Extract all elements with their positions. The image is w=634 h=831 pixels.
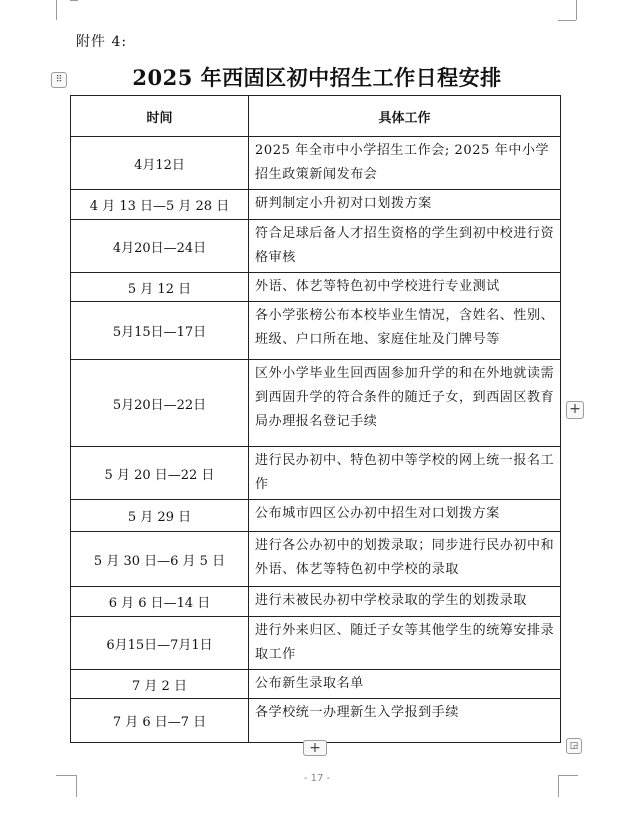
work-cell: 公布新生录取名单: [249, 670, 561, 699]
time-cell: 5月20日—22日: [71, 360, 249, 447]
page-number: - 17 -: [303, 773, 331, 784]
header-work: 具体工作: [249, 96, 561, 137]
time-cell: 6月15日—7月1日: [71, 617, 249, 670]
time-cell: 7 月 6 日—7 日: [71, 699, 249, 743]
header-time: 时间: [71, 96, 249, 137]
crop-mark-top-left-h: [70, 0, 78, 1]
crop-mark-top-right-h: [558, 20, 576, 21]
table-move-handle-icon[interactable]: ⠿: [51, 72, 67, 88]
time-cell: 6 月 6 日—14 日: [71, 587, 249, 617]
add-row-button[interactable]: +: [303, 740, 327, 756]
table-row: [71, 273, 561, 302]
insert-row-plus-icon[interactable]: +: [566, 401, 584, 419]
table-row: [71, 360, 561, 447]
table-row: [71, 699, 561, 743]
work-cell: 进行未被民办初中学校录取的学生的划拨录取: [249, 587, 561, 617]
time-cell: 7 月 2 日: [71, 670, 249, 699]
work-cell: 外语、体艺等特色初中学校进行专业测试: [249, 273, 561, 302]
table-row: [71, 532, 561, 587]
work-cell: 各学校统一办理新生入学报到手续: [249, 699, 561, 743]
table-row: [71, 447, 561, 500]
work-cell: 研判制定小升初对口划拨方案: [249, 190, 561, 220]
work-cell: 公布城市四区公办初中招生对口划拨方案: [249, 500, 561, 532]
time-cell: 5 月 20 日—22 日: [71, 447, 249, 500]
time-cell: 4月12日: [71, 137, 249, 190]
table-row: [71, 670, 561, 699]
time-cell: 5月15日—17日: [71, 302, 249, 360]
time-cell: 4 月 13 日—5 月 28 日: [71, 190, 249, 220]
attachment-label: 附件 4:: [76, 34, 128, 50]
work-cell: 进行民办初中、特色初中等学校的网上统一报名工作: [249, 447, 561, 500]
table-resize-corner-icon[interactable]: ◲: [566, 738, 582, 754]
work-cell: 符合足球后备人才招生资格的学生到初中校进行资格审核: [249, 220, 561, 273]
crop-mark-top-left: [56, 0, 57, 20]
work-cell: 进行各公办初中的划拨录取；同步进行民办初中和外语、体艺等特色初中学校的录取: [249, 532, 561, 587]
table-header-row: [71, 96, 561, 137]
time-cell: 4月20日—24日: [71, 220, 249, 273]
time-cell: 5 月 29 日: [71, 500, 249, 532]
time-cell: 5 月 30 日—6 月 5 日: [71, 532, 249, 587]
table-row: [71, 190, 561, 220]
table-row: [71, 500, 561, 532]
table-row: [71, 617, 561, 670]
table-row: [71, 137, 561, 190]
time-cell: 5 月 12 日: [71, 273, 249, 302]
table-row: [71, 587, 561, 617]
crop-mark-top-right: [576, 0, 577, 20]
schedule-table: [70, 95, 561, 743]
document-title: 2025 年西固区初中招生工作日程安排: [132, 65, 502, 90]
work-cell: 区外小学毕业生回西固参加升学的和在外地就读需到西固升学的符合条件的随迁子女，到西固区教育局办理报名登记手续: [249, 360, 561, 447]
work-cell: 进行外来归区、随迁子女等其他学生的统筹安排录取工作: [249, 617, 561, 670]
work-cell: 2025 年全市中小学招生工作会; 2025 年中小学招生政策新闻发布会: [249, 137, 561, 190]
table-row: [71, 220, 561, 273]
work-cell: 各小学张榜公布本校毕业生情况，含姓名、性别、班级、户口所在地、家庭住址及门牌号等: [249, 302, 561, 360]
table-row: [71, 302, 561, 360]
